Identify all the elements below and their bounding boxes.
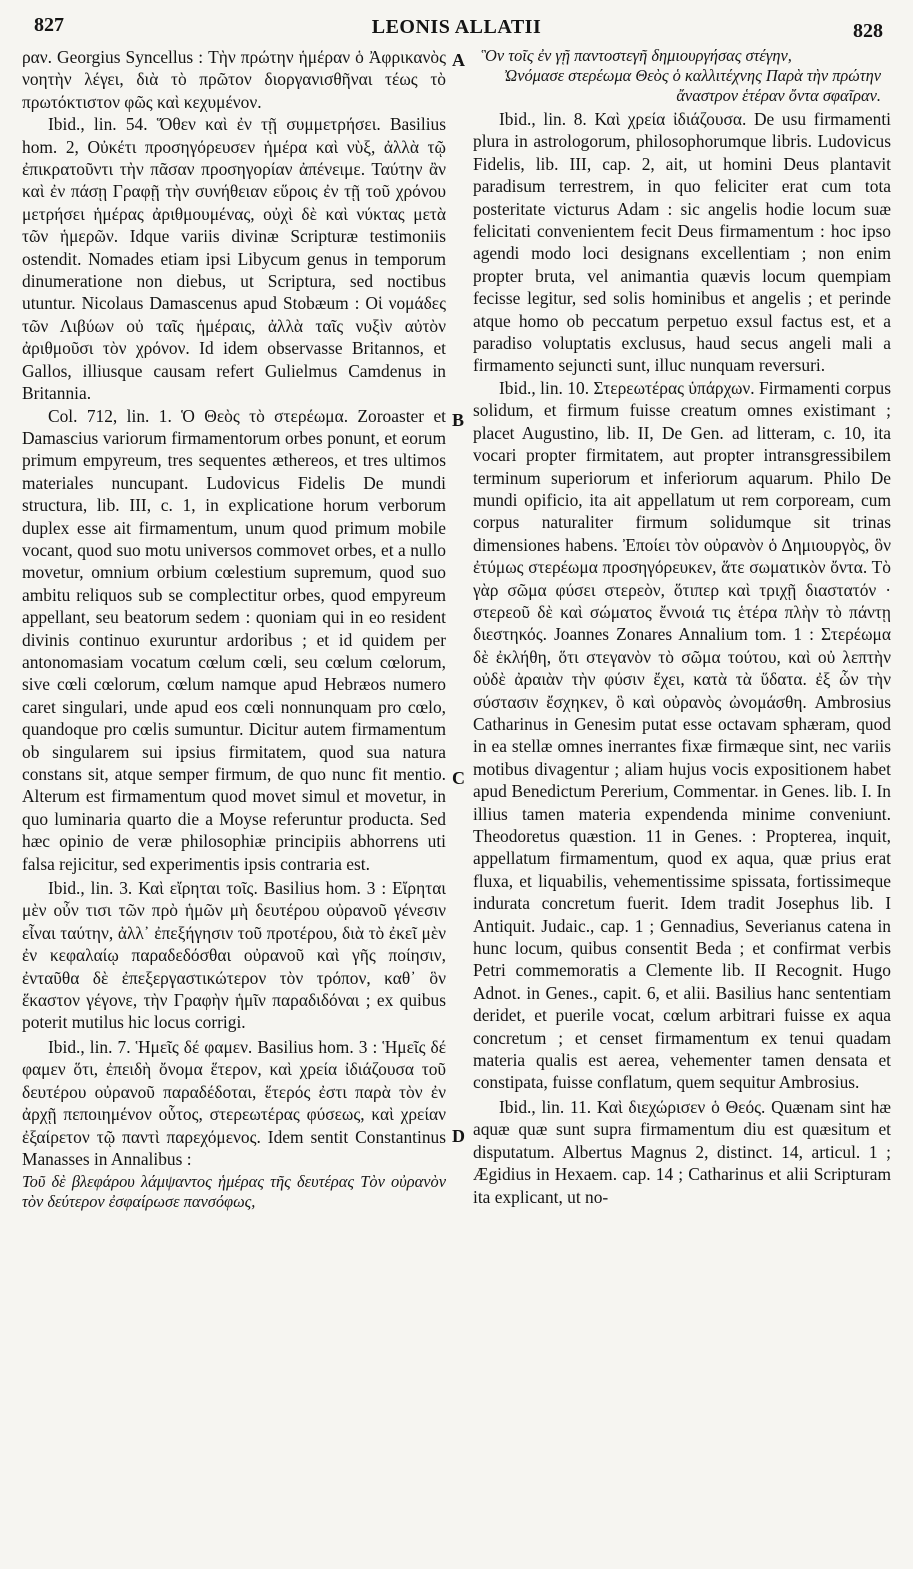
left-column (22, 46, 446, 1212)
paragraph: Ibid., lin. 7. Ἡμεῖς δέ φαμεν. Basilius hom. 3 : Ἡμεῖς δέ φαμεν ὅτι, ἐπειδὴ ὄνομα ἕτερον, καὶ χρεία ἰδιάζουσα τοῦ δευτέρου οὐρανοῦ παραδέδοται, ἕτερός ἐστι παρὰ τὸν ἐν ἀρχῇ πεποιημένον οὗτος, στερεωτέρας φύσεως, καὶ χρείαν ἐξαίρετον τῷ παντὶ παρεχόμενος. Idem sentit Constantinus Manasses in Annalibus : (22, 1036, 446, 1169)
paragraph: Ibid., lin. 10. Στερεωτέρας ὑπάρχων. Firmamenti corpus solidum, et firmum fuisse creatum omnes existimant ; placet Augustino, lib. II, De Gen. ad litteram, c. 10, ita vocari propter firmitatem, aut propter intransgressibilem terminum superiorum et inferiorum aquarum. Philo De mundi opificio, ita ait appellatum ut rem corpoream, cum corpus naturaliter firmum solidumque sit trinas dimensiones habens. Ἐποίει τὸν οὐρανὸν ὁ Δημιουργὸς, ὃν ἐτύμως στερέωμα προσηγόρευκεν, ἅτε σωματικὸν ὄντα. Τὸ γὰρ σῶμα φύσει στερεὸν, ὅτιπερ καὶ τριχῇ διαστατόν · στερεοῦ δὲ καὶ σώματος ἔννοιά τις ἑτέρα πλὴν τὸ πάντῃ διεστηκός. Joannes Zonares Annalium tom. 1 : Στερέωμα δὲ ἐκλήθη, ὅτι στεγανὸν τὸ σῶμα τούτου, καὶ οὐ λεπτὴν οὐδὲ ἀραιὰν τὴν φύσιν ἔχει, κατὰ τὰ ὕδατα. ἐξ ὧν τὴν σύστασιν ἔσχηκεν, ὃ καὶ οὐρανὸς ὠνομάσθη. Ambrosius Catharinus in Genesim putat esse octavam sphæram, quod in ea stellæ omnes inerrantes fixæ firmæque sint, nec variis motibus divagentur ; aliam hujus vocis expositionem habet apud Benedictum Pererium, Commentar. in Genes. lib. I. In illius tamen materia expendenda minime conveniunt. Theodoretus quæstion. 11 in Genes. : Propterea, inquit, appellatum firmamentum, quod ex aqua, quæ prius erat fluxa, et liquabilis, vehementissime spissata, fortissimeque indurata concretum fuerit. Idem tradit Josephus lib. I Antiquit. Judaic., cap. 1 ; Gennadius, Severianus catena in hunc locum, quibus consentit Beda ; et confirmat verbis Petri commemoratis a Clemente lib. II Recognit. Hugo Adnot. in Genes., capit. 6, et alii. Basilius hanc sententiam deridet, et puerile vocat, cœlum arbitrari fuisse ex aqua concretum ; et censet firmamentum ex tenui quadam materia qualis est aerea, vehementer tamen densata et constipata, fuisse conflatum, quem sequitur Ambrosius. (473, 377, 891, 1093)
margin-marker-b: B (452, 410, 465, 430)
verse-quote: Ὠνόμασε στερέωμα Θεὸς ὁ καλλιτέχνης Παρὰ τὴν πρώτην ἄναστρον ἑτέραν ὄντα σφαῖραν. (503, 66, 881, 105)
paragraph: ραν. Georgius Syncellus : Τὴν πρώτην ἡμέραν ὁ Ἀφρικανὸς νοητὴν λέγει, διὰ τὸ πρῶτον διοργανισθῆναι τέως τὸ πρωτόκτιστον φῶς καὶ κεχυμένον. (22, 47, 446, 112)
running-title: LEONIS ALLATII (371, 16, 542, 38)
verse-quote: Ὃν τοῖς ἐν γῇ παντοστεγῆ δημιουργήσας στέγην, (481, 46, 792, 65)
paragraph: Ibid., lin. 8. Καὶ χρεία ἰδιάζουσα. De usu firmamenti plura in astrologorum, philosophorumque libris. Ludovicus Fidelis, lib. III, cap. 2, ait, ut homini Deus plantavit paradisum terrestrem, in quo feliciter erat cum tota posteritate victurus Adam : sic angelis hodie locum suæ felicitati convenientem fecit Deus firmamentum : hoc ipso agendi modo loci designans excellentiam ; non enim propter bruta, vel animantia quævis locum quempiam fecisse legitur, sed solis hominibus et angelis ; et perinde atque homo ob peccatum perpetuo exsul factus est, et a paradiso voluptatis exclusus, haud secus angeli mali a firmamento sejuncti sunt, illuc nunquam reversuri. (473, 109, 891, 376)
margin-marker-c: C (452, 768, 465, 788)
page-number-left: 827 (34, 14, 64, 36)
margin-marker-d: D (452, 1126, 465, 1146)
page-header (22, 14, 891, 44)
paragraph: Col. 712, lin. 1. Ὁ Θεὸς τὸ στερέωμα. Zoroaster et Damascius variorum firmamentorum orbes ponunt, et eorum primum empyreum, tres sequentes æthereos, et tres ultimos materiales nuncupant. Ludovicus Fidelis De mundi structura, lib. III, c. 1, in explicatione horum verborum duplex esse ait firmamentum, unum quod primum mobile vocant, quod suo motu universos commovet orbes, et a nullo movetur, omnium orbium cœlestium supremum, quod suo ambitu reliquos sub se complectitur orbes, quod empyreum appellant, seu beatorum sedem : quoniam qui in eo resident divinis continuo exuruntur ardoribus ; et id quidem per antonomasiam vocatum cœlum cœli, seu cœlum cœlorum, sive cœli cœlorum, cœlum namque apud Hebræos numero caret singulari, unde apud eos cœli nonnunquam pro cœlo, quandoque pro cœlis sumuntur. Dicitur autem firmamentum ob singularem sui ipsius firmitatem, quod sua natura constans sit, atque semper firmum, de quo nunc fit mentio. Alterum est firmamentum quod movet simul et movetur, in quo luminaria quarto die a Moyse referuntur producta. Sed hæc opinio de veræ philosophiæ principiis abhorrens uti falsa rejicitur, sed experimentis ipsis contraria est. (22, 405, 446, 874)
paragraph: Ibid., lin. 11. Καὶ διεχώρισεν ὁ Θεός. Quænam sint hæ aquæ quæ sunt supra firmamentum diu est quæsitum et disputatum. Albertus Magnus 2, distinct. 14, articul. 1 ; Ægidius in Hexaem. cap. 14 ; Catharinus et alii Scripturam ita explicant, ut no- (473, 1096, 891, 1207)
right-column (473, 46, 891, 1208)
verse-quote: Τοῦ δὲ βλεφάρου λάμψαντος ἡμέρας τῆς δευτέρας Τὸν οὐρανὸν τὸν δεύτερον ἐσφαίρωσε πανσόφως, (22, 1172, 446, 1212)
paragraph: Ibid., lin. 3. Καὶ εἴρηται τοῖς. Basilius hom. 3 : Εἴρηται μὲν οὖν τισι τῶν πρὸ ἡμῶν μὴ δευτέρου οὐρανοῦ γένεσιν εἶναι ταύτην, ἀλλ᾽ ἐπεξήγησιν τοῦ προτέρου, διὰ τὸ ἐκεῖ μὲν ἐν κεφαλαίῳ παραδεδόσθαι οὐρανοῦ καὶ γῆς ποίησιν, ἐνταῦθα δὲ ἐπεξεργαστικώτερον τὸν τρόπον, καθ᾽ ὃν ἕκαστον γέγονε, τὴν Γραφὴν ἡμῖν παραδιδόναι ; ex quibus poterit mutilus hic locus corrigi. (22, 878, 446, 1033)
margin-marker-a: A (452, 50, 465, 70)
paragraph: Ibid., lin. 54. Ὅθεν καὶ ἐν τῇ συμμετρήσει. Basilius hom. 2, Οὐκέτι προσηγόρευσεν ἡμέρα καὶ νὺξ, ἀλλὰ τῷ ἐπικρατοῦντι τὴν πᾶσαν προσηγορίαν ἀπένειμε. Ταύτην ἂν καὶ ἐν πάσῃ Γραφῇ τὴν συνήθειαν εὕροις ἐν τῇ τοῦ χρόνου μετρήσει ἡμέρας ἀριθμουμένας, οὐχὶ δὲ καὶ νύκτας μετὰ τῶν ἡμερῶν. Idque variis divinæ Scripturæ testimoniis ostendit. Nomades etiam ipsi Libycum genus in temporum dinumeratione non diebus, ut Scriptura, sed noctibus utuntur. Nicolaus Damascenus apud Stobæum : Οἱ νομάδες τῶν Λιβύων οὐ ταῖς ἡμέραις, ἀλλὰ ταῖς νυξὶν αὐτὸν ἀριθμοῦσι τὸν χρόνον. Id idem observasse Britannos, et Gallos, illiusque causam refert Gulielmus Camdenus in Britannia. (22, 114, 446, 404)
page-number-right: 828 (853, 20, 883, 42)
